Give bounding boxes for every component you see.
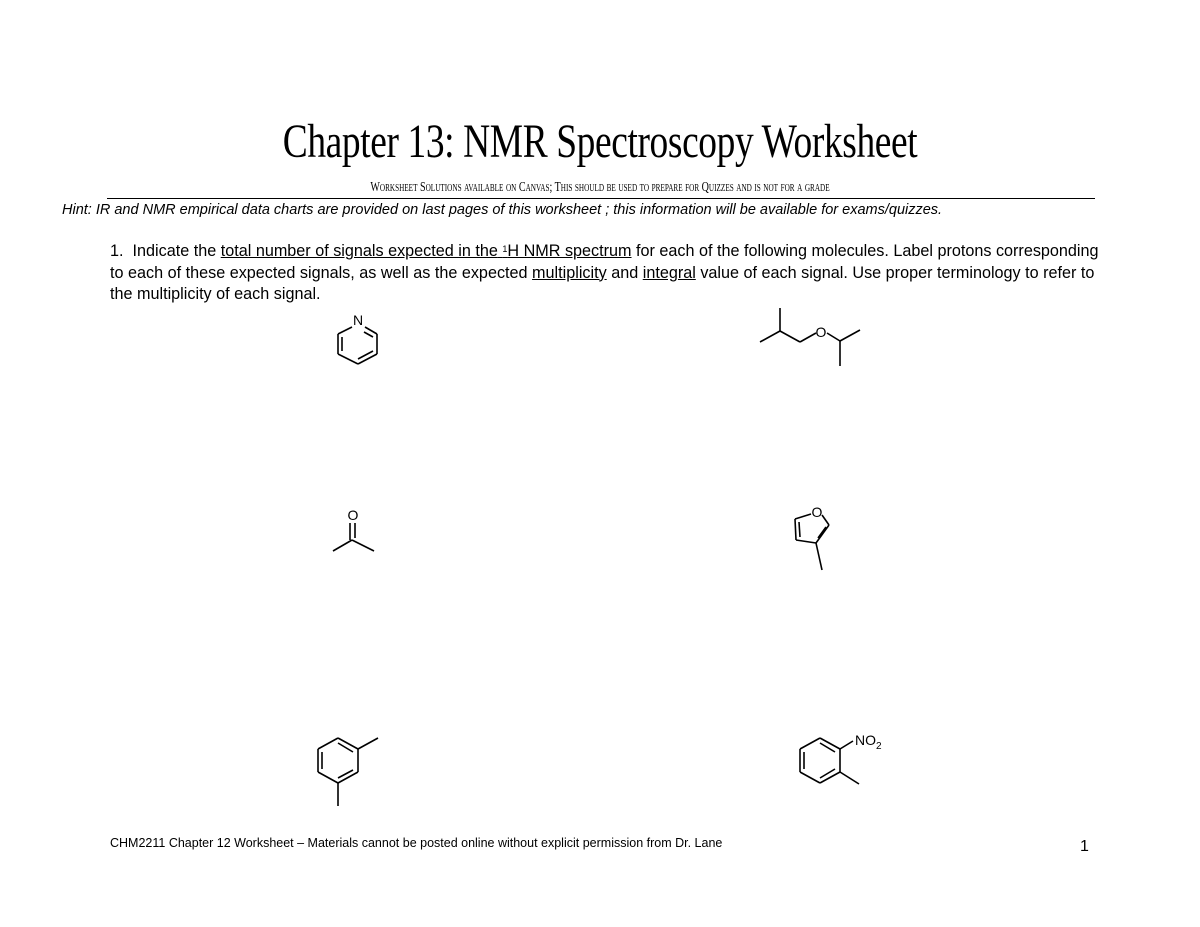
acetone-o-label: O [347,507,359,523]
hint-text: Hint: IR and NMR empirical data charts are provided on last pages of this worksheet ; this information will be available for exams/quizzes. [62,202,943,218]
ether-structure [755,302,865,372]
methylfuran-structure [785,500,845,575]
worksheet-title: Chapter 13: NMR Spectroscopy Worksheet [282,115,918,168]
underlined-total-signals [221,242,632,260]
nitro-subscript: 2 [876,741,882,752]
pyridine-structure [320,308,400,378]
question-number: 1. [110,242,124,260]
nitrotoluene-structure [790,728,900,793]
furan-o-label: O [811,504,823,520]
question-1 [110,241,1100,306]
nitro-no: NO [855,732,876,748]
question-text-3: and [611,263,639,282]
acetone-structure [328,505,384,557]
question-text-4: value of each signal. Use proper terminology to refer to the multiplicity of each signal. [110,263,1095,304]
pyridine-n-label: N [352,312,364,328]
underlined-total-signals-a: total number of signals expected in the [220,242,498,260]
worksheet-subtitle: Worksheet Solutions available on Canvas; This should be used to prepare for Quizzes and is not for a grade [370,180,830,195]
question-text-2: for each of the following molecules. Label protons corresponding to each of these expected signals, as well as the expected [110,242,1099,282]
footer-text: CHM2211 Chapter 12 Worksheet – Materials cannot be posted online without explicit permission from Dr. Lane [110,836,723,850]
question-text-1: Indicate the [132,242,217,260]
superscript-1: 1 [502,244,508,254]
underlined-multiplicity: multiplicity [532,263,607,282]
nitro-label [855,732,882,752]
xylene-structure [305,730,385,810]
title-divider [107,198,1095,199]
underlined-total-signals-b: H NMR spectrum [507,242,632,260]
ether-o-label: O [815,324,827,340]
page-number: 1 [1080,838,1089,855]
underlined-integral: integral [642,263,696,282]
